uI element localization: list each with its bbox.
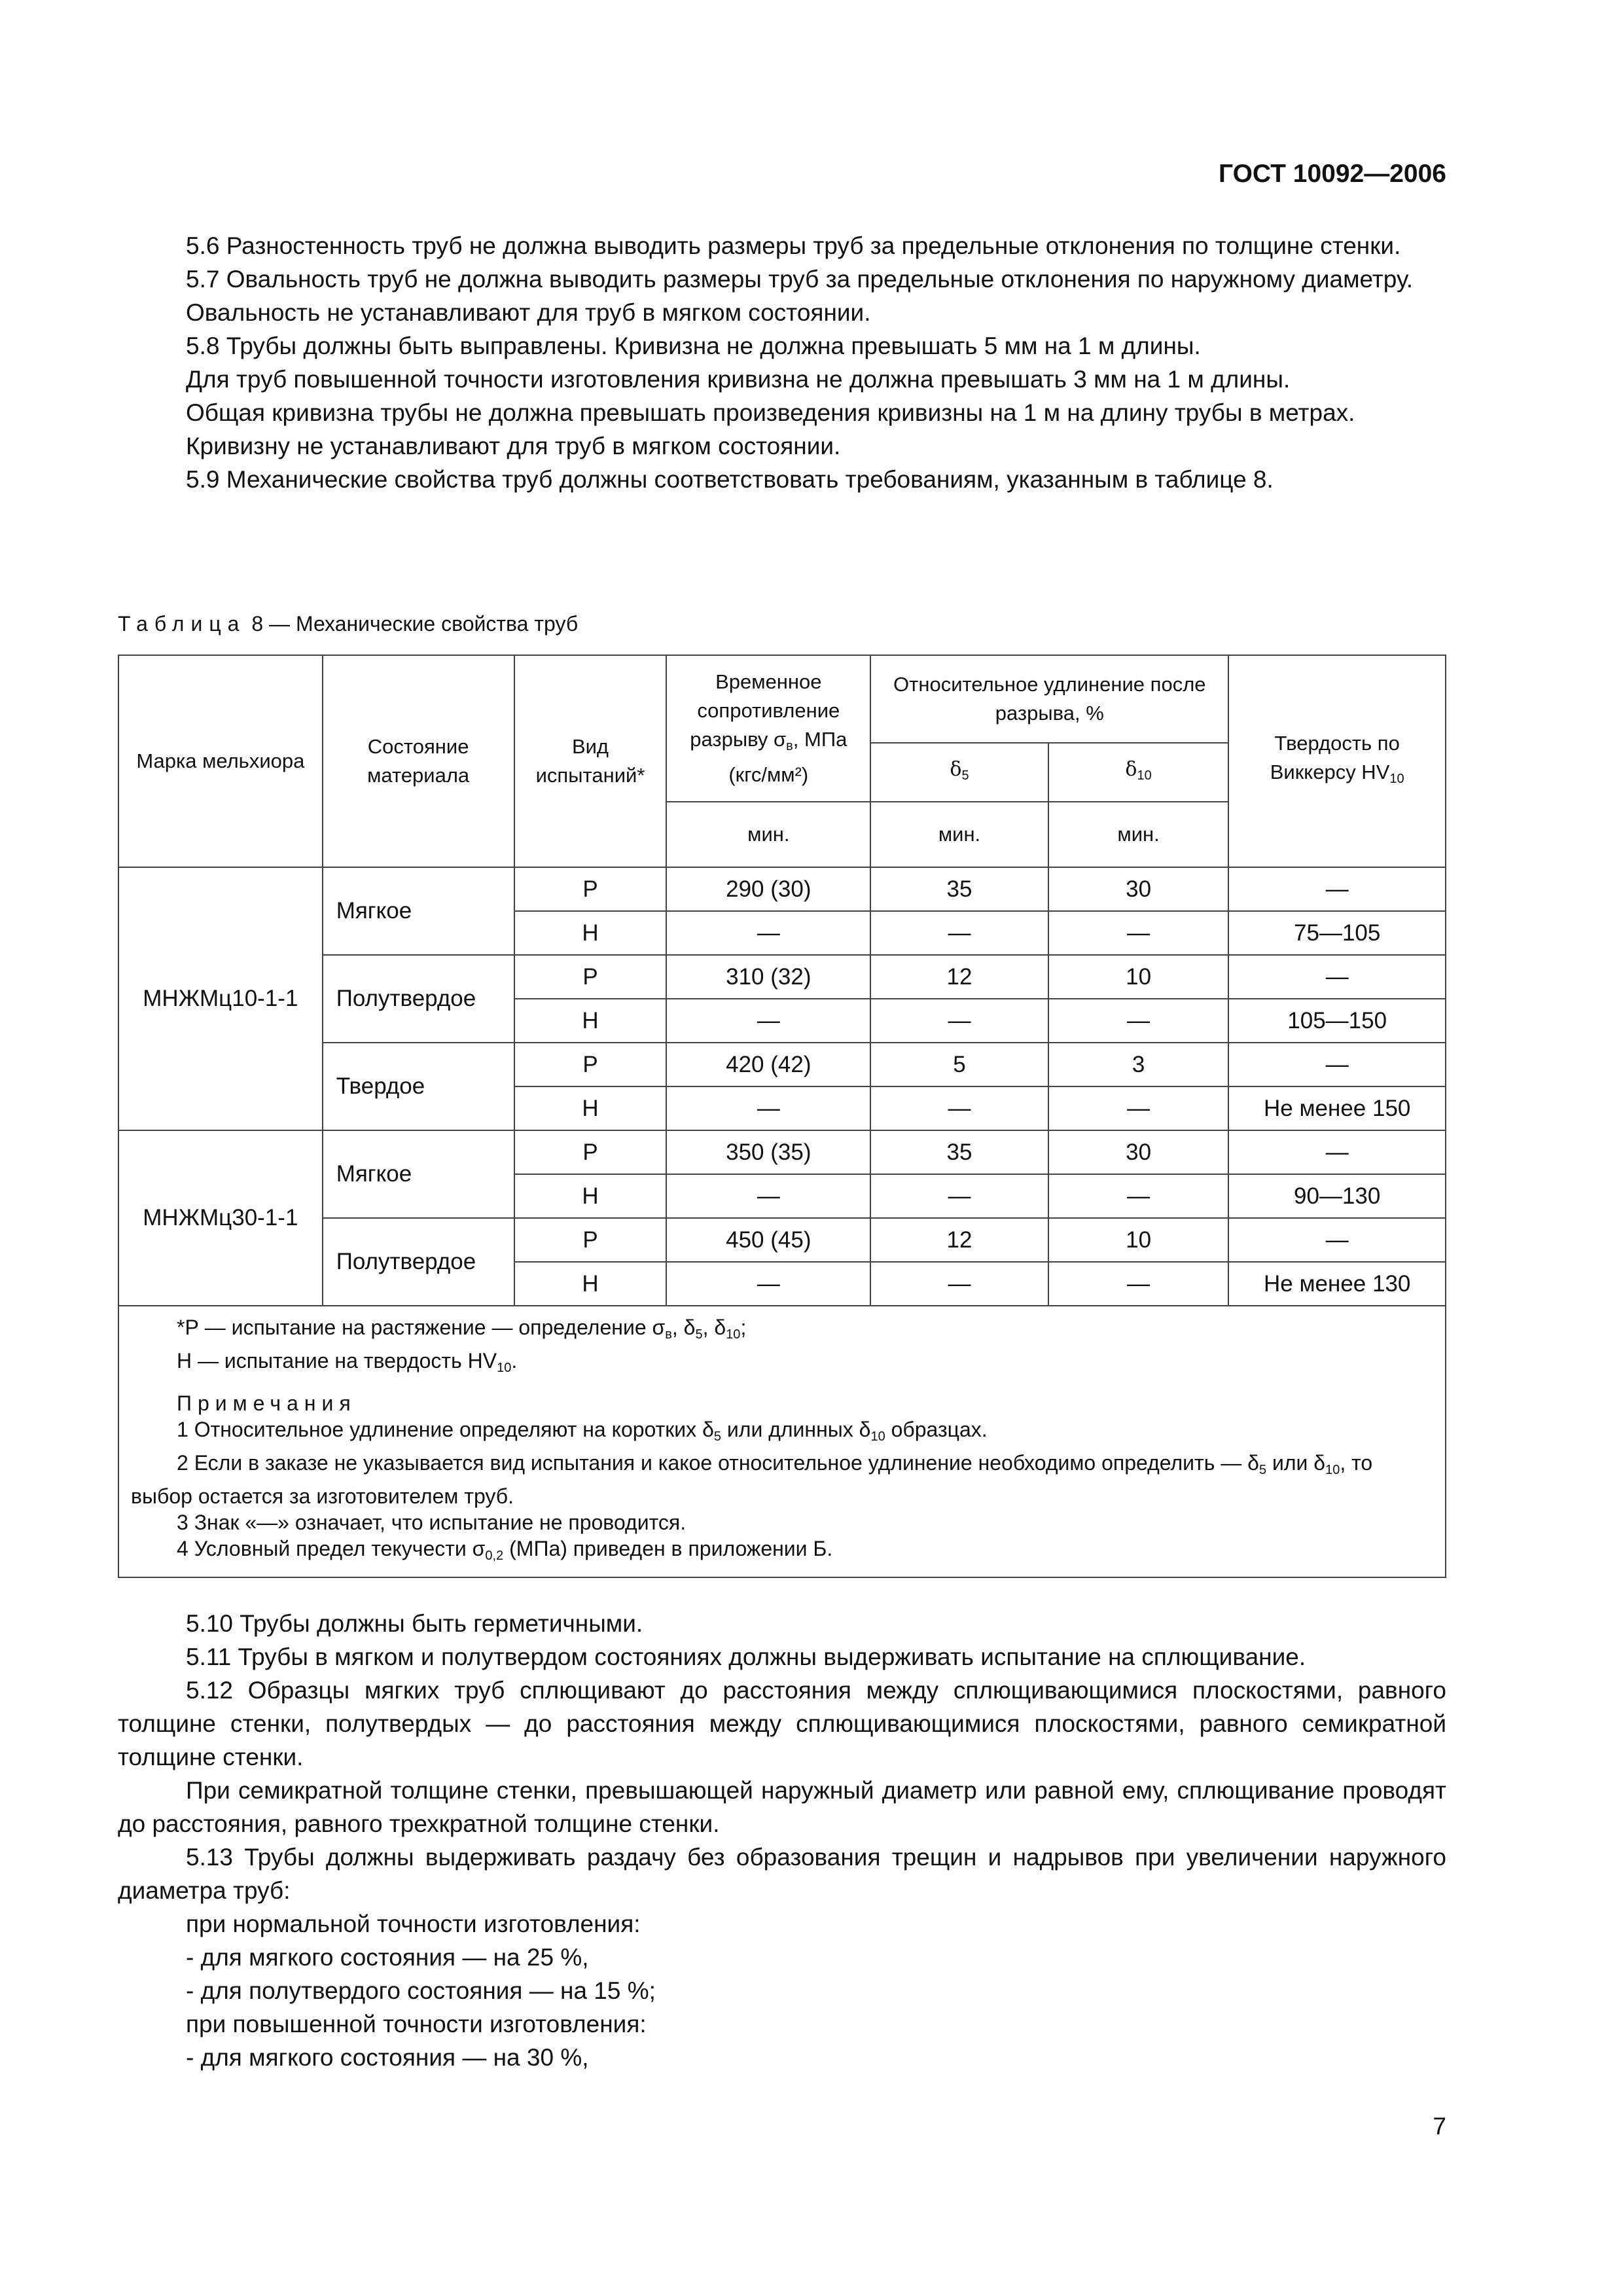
hardness-cell: 105—150: [1228, 999, 1446, 1043]
body-text-after-table: [118, 1607, 1446, 2074]
delta-symbol: δ: [950, 758, 962, 781]
d5-cell: 12: [870, 1218, 1048, 1262]
footnote-text: *Р — испытание на растяжение — определение σ: [177, 1316, 666, 1339]
paragraph: Кривизну не устанавливают для труб в мягком состоянии.: [186, 433, 841, 459]
footnote-text: ;: [740, 1316, 747, 1339]
footnote-text: , δ: [702, 1316, 726, 1339]
tensile-cell: —: [666, 999, 870, 1043]
note-3: 3 Знак «—» означает, что испытание не проводится.: [177, 1511, 687, 1534]
table-row: [118, 1130, 1446, 1174]
header-test-type: Вид испытаний*: [514, 655, 667, 867]
list-item: - для мягкого состояния — на 30 %,: [186, 2044, 589, 2071]
paragraph: 5.8 Трубы должны быть выправлены. Кривизна не должна превышать 5 мм на 1 м длины.: [186, 332, 1201, 359]
grade-cell: МНЖМц30-1-1: [118, 1130, 323, 1306]
note-text: 1 Относительное удлинение определяют на коротких δ: [177, 1418, 714, 1441]
page-number: 7: [1433, 2113, 1446, 2140]
paragraph: Овальность не устанавливают для труб в мягком состоянии.: [186, 299, 871, 326]
paragraph: 5.7 Овальность труб не должна выводить размеры труб за предельные отклонения по наружному диаметру.: [186, 266, 1414, 293]
list-item: - для мягкого состояния — на 25 %,: [186, 1944, 589, 1971]
table-notes: [118, 1306, 1446, 1577]
d5-cell: —: [870, 1262, 1048, 1306]
note-text: или δ: [1266, 1451, 1326, 1475]
state-cell: Полутвердое: [323, 1218, 514, 1306]
note-2: [131, 1450, 1433, 1509]
notes-title: Примечания: [177, 1391, 357, 1415]
subscript: 10: [497, 1361, 512, 1375]
document-header: ГОСТ 10092—2006: [1219, 160, 1446, 188]
hardness-cell: 90—130: [1228, 1174, 1446, 1218]
d5-cell: —: [870, 1086, 1048, 1130]
tensile-cell: 350 (35): [666, 1130, 870, 1174]
paragraph: Общая кривизна трубы не должна превышать произведения кривизны на 1 м на длину трубы в метрах.: [186, 399, 1355, 426]
note-text: 4 Условный предел текучести σ: [177, 1537, 486, 1560]
header-hardness-prefix: Твердость по Виккерсу HV: [1270, 732, 1400, 783]
header-hardness: [1228, 655, 1446, 867]
list-item: при повышенной точности изготовления:: [186, 2011, 647, 2037]
subscript: 10: [870, 1429, 885, 1444]
note-text: 2 Если в заказе не указывается вид испытания и какое относительное удлинение необходимо определить — δ: [177, 1451, 1259, 1475]
tensile-cell: —: [666, 911, 870, 955]
state-cell: Мягкое: [323, 1130, 514, 1218]
note-4: [131, 1535, 1433, 1569]
d10-cell: 30: [1048, 867, 1229, 911]
tensile-cell: 290 (30): [666, 867, 870, 911]
note-text: , то выбор остается за изготовителем труб.: [131, 1451, 1373, 1508]
mechanical-properties-table: [118, 655, 1446, 1578]
hardness-cell: —: [1228, 955, 1446, 999]
body-text-before-table: [118, 229, 1446, 496]
delta-sub: 5: [961, 768, 969, 783]
d5-cell: 35: [870, 1130, 1048, 1174]
d10-cell: 30: [1048, 1130, 1229, 1174]
note-1: [131, 1416, 1433, 1450]
d10-cell: —: [1048, 999, 1229, 1043]
header-tensile-suffix: , МПа (кгс/мм²): [728, 728, 847, 786]
test-cell: Р: [514, 867, 667, 911]
note-text: образцах.: [885, 1418, 988, 1441]
d10-cell: 10: [1048, 955, 1229, 999]
d5-cell: 5: [870, 1043, 1048, 1086]
tensile-cell: 420 (42): [666, 1043, 870, 1086]
paragraph: 5.9 Механические свойства труб должны соответствовать требованиям, указанным в таблице 8.: [186, 466, 1274, 493]
d5-cell: —: [870, 999, 1048, 1043]
table-row: [118, 867, 1446, 911]
header-delta5: [870, 743, 1048, 802]
table-caption-title: 8 — Механические свойства труб: [245, 612, 579, 636]
d5-cell: —: [870, 911, 1048, 955]
tensile-cell: —: [666, 1174, 870, 1218]
subscript: в: [665, 1327, 672, 1342]
test-cell: Р: [514, 1043, 667, 1086]
test-cell: Н: [514, 911, 667, 955]
header-min: мин.: [870, 802, 1048, 867]
subscript: 10: [726, 1327, 741, 1342]
header-tensile-sub: в: [786, 739, 793, 753]
test-cell: Н: [514, 999, 667, 1043]
paragraph: При семикратной толщине стенки, превышающей наружный диаметр или равной ему, сплющивание проводят до расстояния, равного трехкратной толщине стенки.: [118, 1777, 1446, 1837]
d5-cell: 35: [870, 867, 1048, 911]
test-cell: Р: [514, 955, 667, 999]
header-state: Состояние материала: [323, 655, 514, 867]
d10-cell: 3: [1048, 1043, 1229, 1086]
hardness-cell: —: [1228, 1218, 1446, 1262]
header-min: мин.: [666, 802, 870, 867]
hardness-cell: Не менее 150: [1228, 1086, 1446, 1130]
subscript: 5: [713, 1429, 721, 1444]
d10-cell: —: [1048, 911, 1229, 955]
tensile-cell: 310 (32): [666, 955, 870, 999]
state-cell: Мягкое: [323, 867, 514, 955]
d5-cell: —: [870, 1174, 1048, 1218]
state-cell: Твердое: [323, 1043, 514, 1130]
paragraph: 5.11 Трубы в мягком и полутвердом состояниях должны выдерживать испытание на сплющивание.: [186, 1643, 1306, 1670]
tensile-cell: 450 (45): [666, 1218, 870, 1262]
footnote-text: .: [511, 1349, 518, 1372]
tensile-cell: —: [666, 1086, 870, 1130]
table-caption-word: Таблица: [118, 612, 246, 636]
paragraph: 5.10 Трубы должны быть герметичными.: [186, 1610, 643, 1637]
header-tensile-strength: [666, 655, 870, 802]
hardness-cell: —: [1228, 1130, 1446, 1174]
delta-symbol: δ: [1125, 758, 1137, 781]
footnote-hardness: [131, 1348, 1433, 1381]
header-hardness-sub: 10: [1389, 772, 1404, 786]
list-item: - для полутвердого состояния — на 15 %;: [186, 1977, 656, 2004]
footnote-text: , δ: [671, 1316, 696, 1339]
d10-cell: —: [1048, 1262, 1229, 1306]
note-text: (МПа) приведен в приложении Б.: [503, 1537, 833, 1560]
d10-cell: —: [1048, 1086, 1229, 1130]
d5-cell: 12: [870, 955, 1048, 999]
list-item: при нормальной точности изготовления:: [186, 1910, 641, 1937]
test-cell: Р: [514, 1130, 667, 1174]
header-tensile-prefix: Временное сопротивление разрыву σ: [690, 670, 840, 751]
grade-cell: МНЖМц10-1-1: [118, 867, 323, 1130]
state-cell: Полутвердое: [323, 955, 514, 1043]
footnote-tension: [131, 1314, 1433, 1348]
footnote-text: Н — испытание на твердость HV: [177, 1349, 497, 1372]
test-cell: Р: [514, 1218, 667, 1262]
subscript: 5: [695, 1327, 703, 1342]
test-cell: Н: [514, 1086, 667, 1130]
delta-sub: 10: [1137, 768, 1152, 783]
paragraph: 5.13 Трубы должны выдерживать раздачу без образования трещин и надрывов при увеличении наружного диаметра труб:: [118, 1844, 1446, 1904]
hardness-cell: Не менее 130: [1228, 1262, 1446, 1306]
header-grade: Марка мельхиора: [118, 655, 323, 867]
note-text: или длинных δ: [721, 1418, 871, 1441]
tensile-cell: —: [666, 1262, 870, 1306]
header-min: мин.: [1048, 802, 1229, 867]
hardness-cell: 75—105: [1228, 911, 1446, 955]
paragraph: Для труб повышенной точности изготовления кривизна не должна превышать 3 мм на 1 м длины.: [186, 366, 1291, 393]
hardness-cell: —: [1228, 1043, 1446, 1086]
header-delta10: [1048, 743, 1229, 802]
subscript: 10: [1325, 1463, 1340, 1477]
test-cell: Н: [514, 1174, 667, 1218]
hardness-cell: —: [1228, 867, 1446, 911]
table-caption: [118, 612, 578, 636]
test-cell: Н: [514, 1262, 667, 1306]
subscript: 5: [1258, 1463, 1267, 1477]
subscript: 0,2: [485, 1549, 504, 1563]
d10-cell: —: [1048, 1174, 1229, 1218]
paragraph: 5.6 Разностенность труб не должна выводить размеры труб за предельные отклонения по толщине стенки.: [186, 232, 1401, 259]
d10-cell: 10: [1048, 1218, 1229, 1262]
header-elongation: Относительное удлинение после разрыва, %: [870, 655, 1228, 743]
paragraph: 5.12 Образцы мягких труб сплющивают до расстояния между сплющивающимися плоскостями, равного толщине стенки, полутвердых — до расстояния между сплющивающимися плоскостями, равного семикратной толщине стенки.: [118, 1677, 1446, 1770]
